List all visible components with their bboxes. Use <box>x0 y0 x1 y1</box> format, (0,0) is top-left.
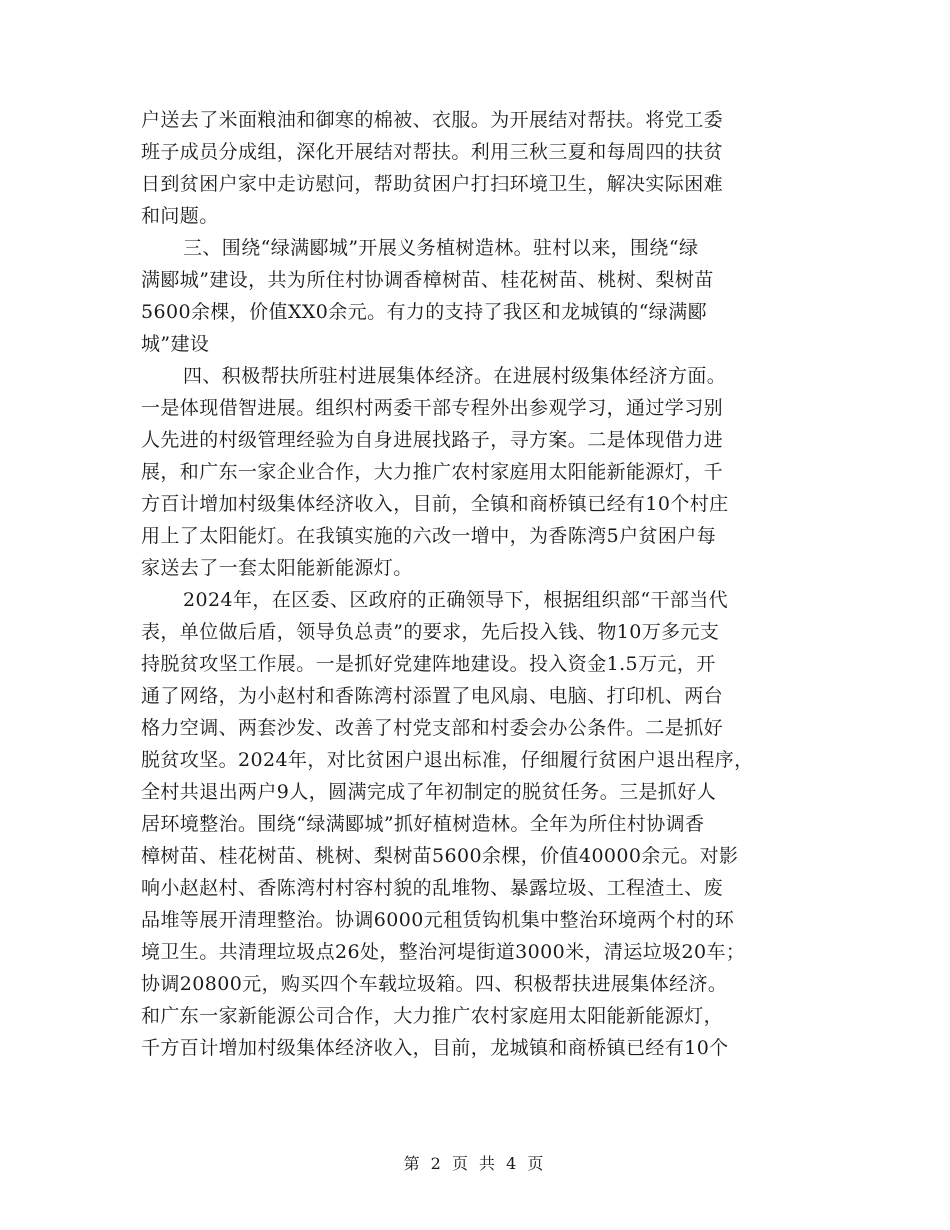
text-line: 品堆等展开清理整治。协调6000元租赁钩机集中整治环境两个村的环 <box>141 909 735 931</box>
text-line: 持脱贫攻坚工作展。一是抓好党建阵地建设。投入资金1.5万元，开 <box>141 653 716 675</box>
text-line: 满郾城”建设，共为所住村协调香樟树苗、桂花树苗、桃树、梨树苗 <box>141 269 714 291</box>
text-line: 用上了太阳能灯。在我镇实施的六改一增中，为香陈湾5户贫困户每 <box>141 525 717 547</box>
text-line: 全村共退出两户9人，圆满完成了年初制定的脱贫任务。三是抓好人 <box>141 781 717 803</box>
text-line: 班子成员分成组，深化开展结对帮扶。利用三秋三夏和每周四的扶贫 <box>141 141 724 163</box>
document-body <box>141 104 821 1064</box>
text-line: 三、围绕“绿满郾城”开展义务植树造林。驻村以来，围绕“绿 <box>183 237 699 259</box>
text-line: 四、积极帮扶所驻村进展集体经济。在进展村级集体经济方面。 <box>183 365 727 387</box>
text-line: 和问题。 <box>141 205 219 227</box>
text-line: 5600余棵，价值XX0余元。有力的支持了我区和龙城镇的“绿满郾 <box>141 301 708 323</box>
text-line: 展，和广东一家企业合作，大力推广农村家庭用太阳能新能源灯，千 <box>141 461 724 483</box>
text-line: 协调20800元，购买四个车载垃圾箱。四、积极帮扶进展集体经济。 <box>141 973 728 995</box>
text-line: 千方百计增加村级集体经济收入，目前，龙城镇和商桥镇已经有10个 <box>141 1037 729 1059</box>
text-line: 人先进的村级管理经验为自身进展找路子，寻方案。二是体现借力进 <box>141 429 724 451</box>
text-line: 响小赵赵村、香陈湾村村容村貌的乱堆物、暴露垃圾、工程渣土、废 <box>141 877 724 899</box>
text-line: 家送去了一套太阳能新能源灯。 <box>141 557 413 579</box>
text-line: 和广东一家新能源公司合作，大力推广农村家庭用太阳能新能源灯， <box>141 1005 724 1027</box>
text-line: 表，单位做后盾，领导负总责”的要求，先后投入钱、物10万多元支 <box>141 621 720 643</box>
page-footer: 第 2 页 共 4 页 <box>403 1154 547 1173</box>
text-line: 日到贫困户家中走访慰问，帮助贫困户打扫环境卫生，解决实际困难 <box>141 173 724 195</box>
text-line: 2024年，在区委、区政府的正确领导下，根据组织部“干部当代 <box>183 589 729 611</box>
text-line: 脱贫攻坚。2024年，对比贫困户退出标准，仔细履行贫困户退出程序， <box>141 749 754 771</box>
text-line: 通了网络，为小赵村和香陈湾村添置了电风扇、电脑、打印机、两台 <box>141 685 724 707</box>
text-line: 户送去了米面粮油和御寒的棉被、衣服。为开展结对帮扶。将党工委 <box>141 109 724 131</box>
text-line: 樟树苗、桂花树苗、桃树、梨树苗5600余棵，价值40000余元。对影 <box>141 845 739 867</box>
text-line: 方百计增加村级集体经济收入，目前，全镇和商桥镇已经有10个村庄 <box>141 493 729 515</box>
text-line: 城”建设 <box>141 333 210 355</box>
text-line: 居环境整治。围绕“绿满郾城”抓好植树造林。全年为所住村协调香 <box>141 813 705 835</box>
text-line: 格力空调、两套沙发、改善了村党支部和村委会办公条件。二是抓好 <box>141 717 724 739</box>
text-line: 境卫生。共清理垃圾点26处，整治河堤街道3000米，清运垃圾20车； <box>141 941 746 963</box>
text-line: 一是体现借智进展。组织村两委干部专程外出参观学习，通过学习别 <box>141 397 724 419</box>
